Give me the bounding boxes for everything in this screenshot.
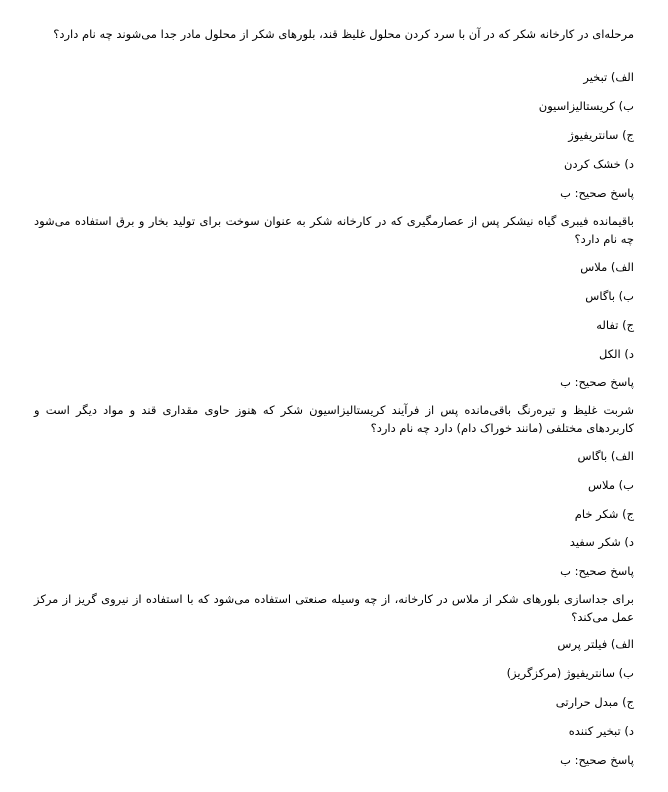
question-4-option-a: الف) فیلتر پرس <box>557 637 634 651</box>
question-3-option-c: ج) شکر خام <box>574 507 634 521</box>
question-2-option-d: د) الکل <box>598 347 634 361</box>
question-3-text: شربت غلیظ و تیره‌رنگ باقی‌مانده پس از فرآیند کریستالیزاسیون شکر که هنوز حاوی مقداری قند و مواد دیگر است و کاربردهای مختلفی (مانند خوراک دام) دارد چه نام دارد؟ <box>34 403 634 435</box>
question-4-option-c: ج) مبدل حرارتی <box>555 695 634 709</box>
question-2-option-c: ج) تفاله <box>596 318 634 332</box>
question-2-option-b: ب) باگاس <box>585 289 634 303</box>
question-1-option-b: ب) کریستالیزاسیون <box>538 99 634 113</box>
question-3-option-a: الف) باگاس <box>577 449 634 463</box>
question-1-option-c: ج) سانتریفیوژ <box>568 128 634 142</box>
question-1-option-d: د) خشک کردن <box>564 157 634 171</box>
question-1-option-a: الف) تبخیر <box>583 70 634 84</box>
question-4-option-d: د) تبخیر کننده <box>568 724 634 738</box>
question-1-text: مرحله‌ای در کارخانه شکر که در آن با سرد کردن محلول غلیظ قند، بلورهای شکر از محلول مادر جدا می‌شوند چه نام دارد؟ <box>53 27 634 41</box>
question-2-text: باقیمانده فیبری گیاه نیشکر پس از عصارمگیری که در کارخانه شکر به عنوان سوخت برای تولید بخار و برق استفاده می‌شود چه نام دارد؟ <box>34 214 634 246</box>
question-3-option-b: ب) ملاس <box>587 478 634 492</box>
question-3-answer: پاسخ صحیح: ب <box>560 564 634 578</box>
question-2-option-a: الف) ملاس <box>580 260 634 274</box>
question-1-answer: پاسخ صحیح: ب <box>560 186 634 200</box>
question-4-option-b: ب) سانتریفیوژ (مرکزگریز) <box>506 666 634 680</box>
question-3-option-d: د) شکر سفید <box>569 535 634 549</box>
question-4-text: برای جداسازی بلورهای شکر از ملاس در کارخانه، از چه وسیله صنعتی استفاده می‌شود که با استفاده از نیروی گریز از مرکز عمل می‌کند؟ <box>34 592 634 624</box>
question-2-answer: پاسخ صحیح: ب <box>560 375 634 389</box>
question-4-answer: پاسخ صحیح: ب <box>560 753 634 767</box>
